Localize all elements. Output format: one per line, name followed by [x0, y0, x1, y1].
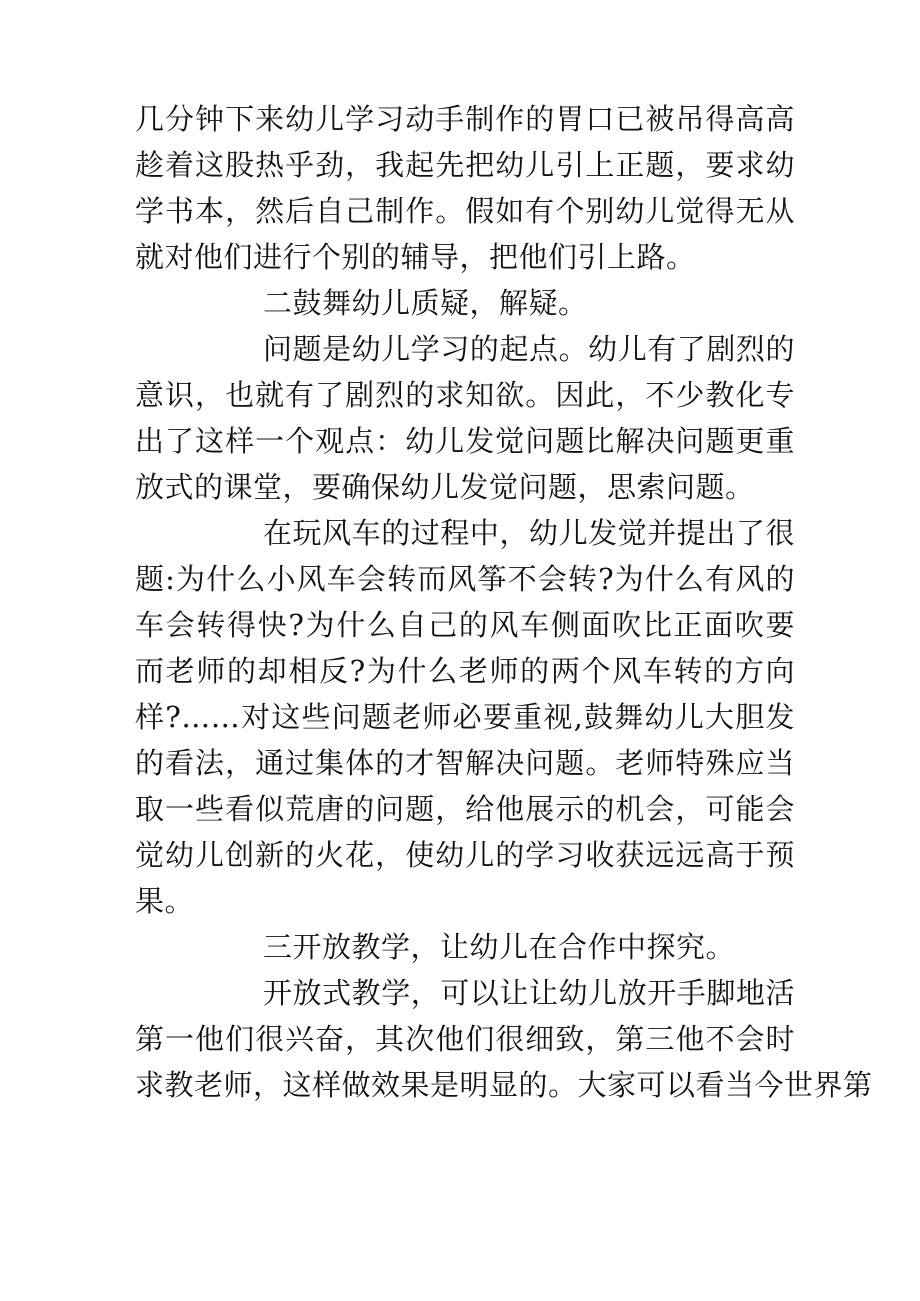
text-line: 趁着这股热乎劲，我起先把幼儿引上正题，要求幼 [135, 148, 795, 182]
paragraph [135, 326, 795, 510]
paragraph [135, 924, 795, 970]
paragraph [135, 280, 795, 326]
text-line: 果。 [135, 884, 195, 918]
text-line: 意识，也就有了剧烈的求知欲。因此，不少教化专 [135, 378, 795, 412]
text-line: 出了这样一个观点：幼儿发觉问题比解决问题更重 [135, 424, 795, 458]
text-line: 问题是幼儿学习的起点。幼儿有了剧烈的 [263, 332, 795, 366]
text-line: 三开放教学，让幼儿在合作中探究。 [263, 930, 736, 964]
text-line: 在玩风车的过程中，幼儿发觉并提出了很 [263, 516, 795, 550]
text-line: 第一他们很兴奋，其次他们很细致，第三他不会时 [135, 1022, 795, 1056]
text-line: 放式的课堂，要确保幼儿发觉问题，思索问题。 [135, 470, 755, 504]
paragraph [135, 96, 795, 280]
text-line: 求教老师，这样做效果是明显的。大家可以看当今世界第 [135, 1068, 873, 1102]
text-line: 二鼓舞幼儿质疑，解疑。 [263, 286, 588, 320]
text-line: 学书本，然后自己制作。假如有个别幼儿觉得无从 [135, 194, 795, 228]
text-line: 而老师的却相反?为什么老师的两个风车转的方向 [135, 654, 795, 688]
text-line: 的看法，通过集体的才智解决问题。老师特殊应当 [135, 746, 795, 780]
text-line: 题:为什么小风车会转而风筝不会转?为什么有风的 [135, 562, 795, 596]
text-line: 样?……对这些问题老师必要重视,鼓舞幼儿大胆发 [135, 700, 795, 734]
document-body [135, 96, 873, 1108]
text-line: 几分钟下来幼儿学习动手制作的胃口已被吊得高高 [135, 102, 795, 136]
text-line: 开放式教学，可以让让幼儿放开手脚地活 [263, 976, 795, 1010]
text-line: 车会转得快?为什么自己的风车侧面吹比正面吹要 [135, 608, 795, 642]
text-line: 就对他们进行个别的辅导，把他们引上路。 [135, 240, 696, 274]
paragraph [135, 970, 873, 1108]
text-line: 觉幼儿创新的火花，使幼儿的学习收获远远高于预 [135, 838, 795, 872]
paragraph [135, 510, 795, 924]
text-line: 取一些看似荒唐的问题，给他展示的机会，可能会 [135, 792, 795, 826]
